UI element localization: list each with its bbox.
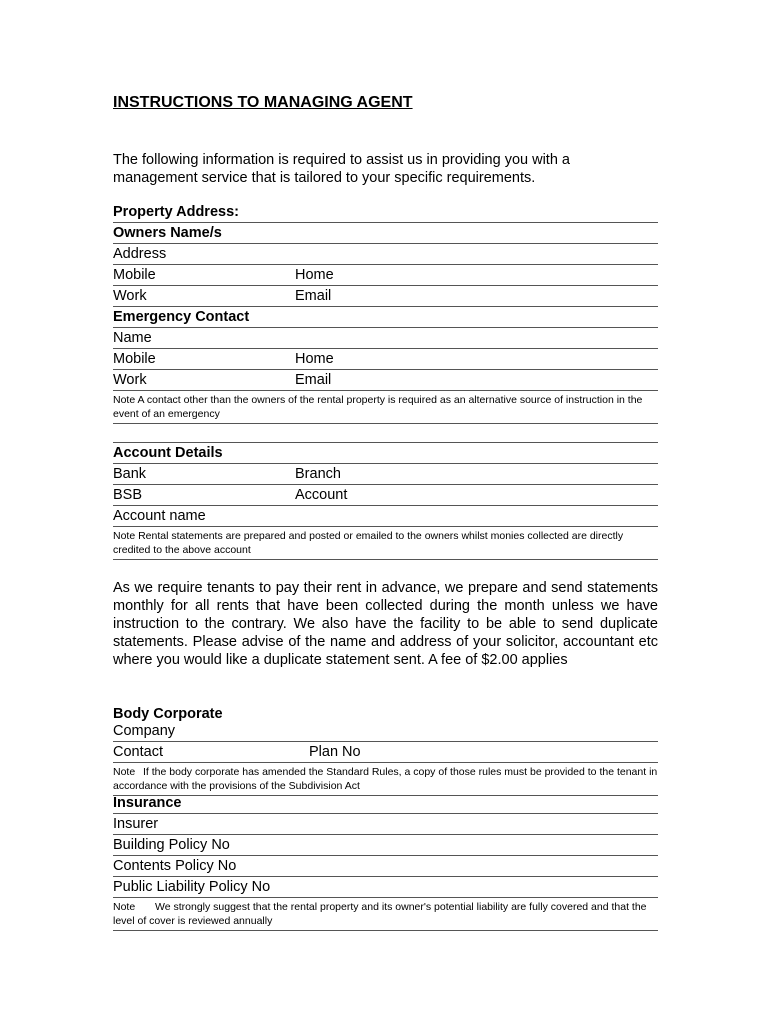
page-title: INSTRUCTIONS TO MANAGING AGENT (113, 94, 413, 111)
property-address-label: Property Address: (113, 204, 239, 220)
insurer-row[interactable] (113, 814, 658, 835)
emergency-heading: Emergency Contact (113, 309, 250, 325)
owner-email-label: Email (295, 288, 332, 304)
building-policy-label: Building Policy No (113, 837, 230, 853)
insurance-note (113, 900, 658, 931)
emergency-email-label: Email (295, 372, 332, 388)
insurance-heading: Insurance (113, 795, 182, 811)
plan-no-label: Plan No (309, 744, 361, 760)
insurance-note-text: We strongly suggest that the rental property and its owner's potential liability are fully covered and that the level of cover is reviewed annually (113, 901, 647, 927)
intro-text: The following information is required to assist us in providing you with a management service that is tailored to your specific requirements. (113, 152, 570, 186)
emergency-mobile-home-row[interactable] (113, 349, 658, 370)
body-corporate-note-text: If the body corporate has amended the Standard Rules, a copy of those rules must be provided to the tenant in accordance with the provisions of the Subdivision Act (113, 766, 658, 792)
emergency-name-row[interactable] (113, 328, 658, 349)
contents-policy-row[interactable] (113, 856, 658, 877)
emergency-work-email-row[interactable] (113, 370, 658, 391)
emergency-home-label: Home (295, 351, 334, 367)
property-address-row[interactable] (113, 202, 658, 223)
account-note: Note Rental statements are prepared and posted or emailed to the owners whilst monies collected are directly credited to the above account (113, 529, 658, 560)
account-heading-row (113, 443, 658, 464)
account-name-label: Account name (113, 508, 206, 524)
insurer-label: Insurer (113, 816, 159, 832)
emergency-work-label: Work (113, 372, 147, 388)
owners-name-row[interactable] (113, 223, 658, 244)
contents-policy-label: Contents Policy No (113, 858, 237, 874)
bank-label: Bank (113, 466, 147, 482)
public-liability-label: Public Liability Policy No (113, 879, 271, 895)
account-label: Account (295, 487, 348, 503)
body-corporate-heading: Body Corporate (113, 706, 223, 722)
owner-work-label: Work (113, 288, 147, 304)
bank-branch-row[interactable] (113, 464, 658, 485)
emergency-name-label: Name (113, 330, 152, 346)
owners-name-label: Owners Name/s (113, 225, 222, 241)
emergency-heading-row (113, 307, 658, 328)
account-heading: Account Details (113, 445, 223, 461)
contact-planno-row[interactable] (113, 742, 658, 763)
branch-label: Branch (295, 466, 341, 482)
company-label: Company (113, 723, 176, 739)
rent-statement-paragraph: As we require tenants to pay their rent in advance, we prepare and send statements monthly for all rents that have been collected during the month unless we have instruction to the contrary. We also have the facility to be able to send duplicate statements. Please advise of the name and address of your solicitor, accountant etc where you would like a duplicate statement sent. A fee of $2.00 applies (113, 580, 658, 668)
owner-address-row[interactable] (113, 244, 658, 265)
emergency-mobile-label: Mobile (113, 351, 156, 367)
body-corporate-note (113, 765, 658, 796)
company-row[interactable] (113, 721, 658, 742)
owner-address-label: Address (113, 246, 167, 262)
contact-label: Contact (113, 744, 163, 760)
note-label: Note (113, 901, 136, 913)
public-liability-row[interactable] (113, 877, 658, 898)
bsb-label: BSB (113, 487, 143, 503)
building-policy-row[interactable] (113, 835, 658, 856)
owner-home-label: Home (295, 267, 334, 283)
bsb-account-row[interactable] (113, 485, 658, 506)
account-name-row[interactable] (113, 506, 658, 527)
note-label: Note (113, 766, 136, 778)
emergency-note: Note A contact other than the owners of the rental property is required as an alternative source of instruction in the event of an emergency (113, 393, 658, 424)
owner-work-email-row[interactable] (113, 286, 658, 307)
owner-mobile-label: Mobile (113, 267, 156, 283)
insurance-heading-row (113, 793, 658, 814)
owner-mobile-home-row[interactable] (113, 265, 658, 286)
